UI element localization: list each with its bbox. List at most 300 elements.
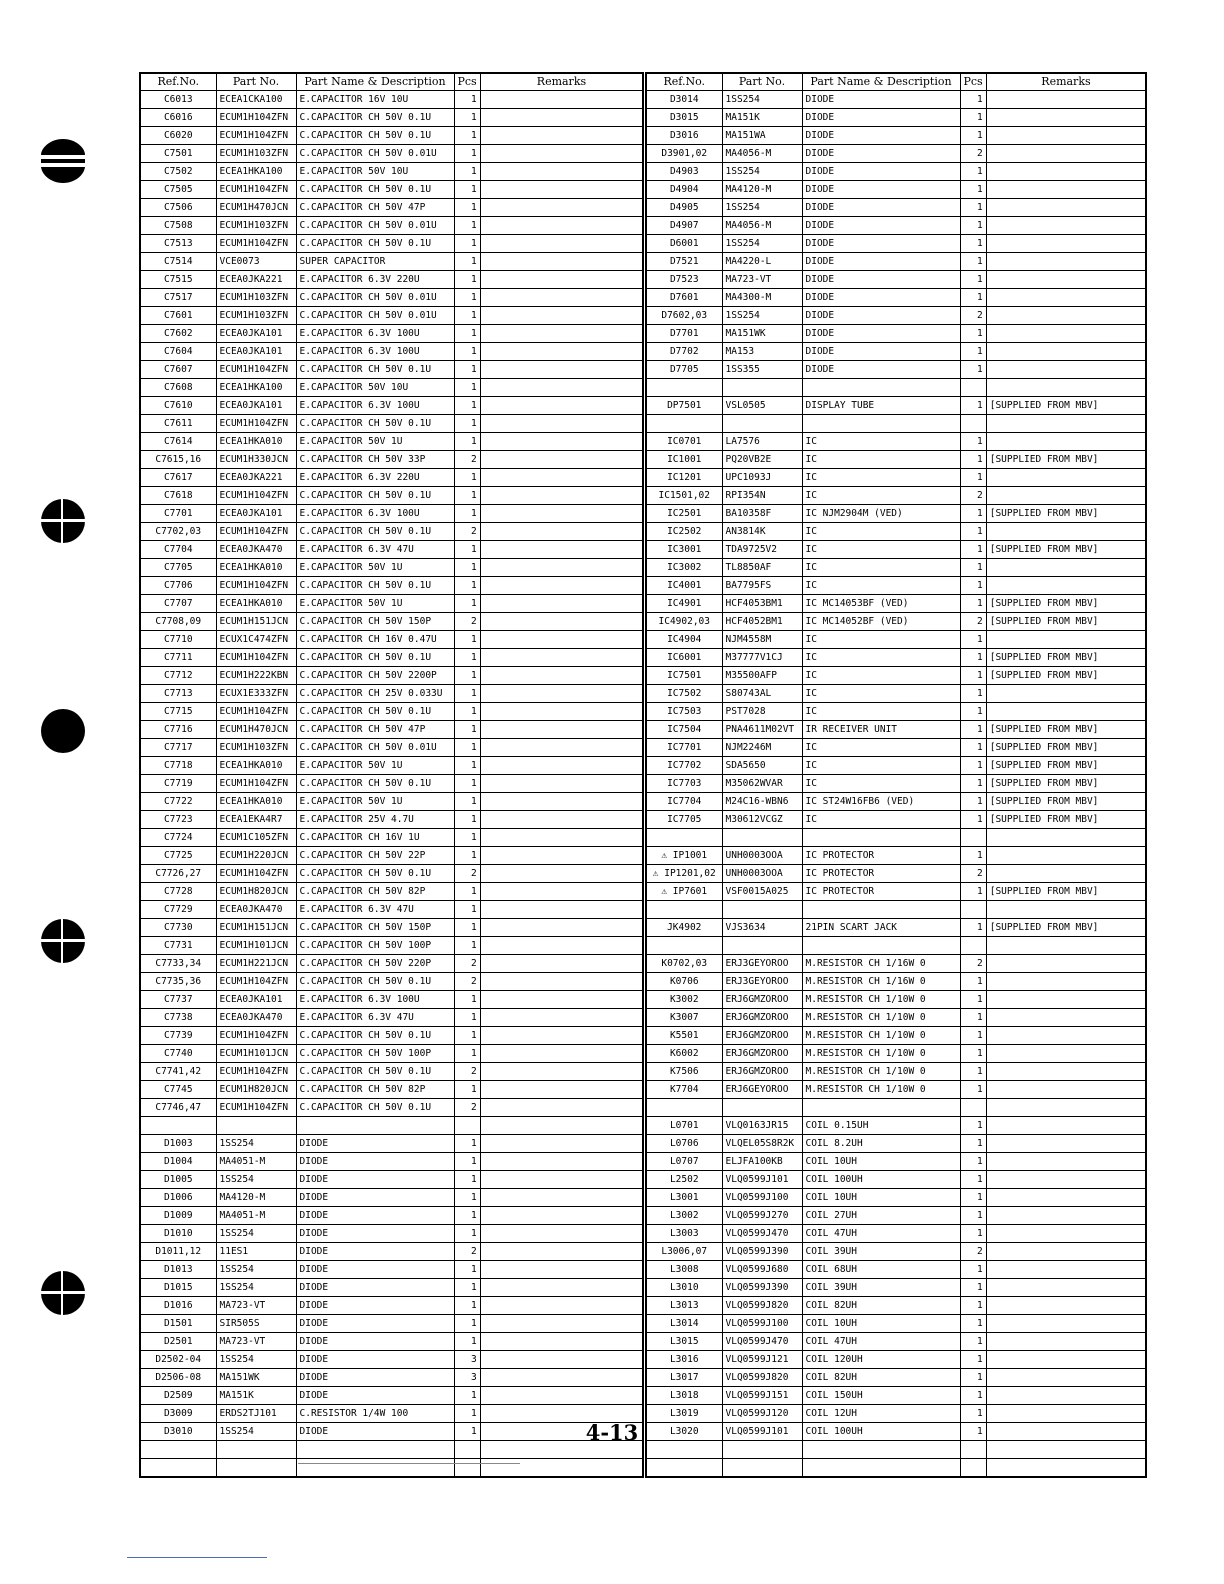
part-no-cell: SDA5650 bbox=[722, 757, 802, 775]
table-row bbox=[646, 199, 1146, 217]
part-no-cell: VLQ0599J100 bbox=[722, 1315, 802, 1333]
table-row bbox=[646, 1261, 1146, 1279]
table-row bbox=[140, 487, 643, 505]
parts-table-right bbox=[645, 72, 1147, 1478]
description-cell: C.CAPACITOR CH 50V 0.1U bbox=[296, 703, 454, 721]
pcs-cell: 1 bbox=[454, 505, 480, 523]
description-cell: M.RESISTOR CH 1/10W 0 bbox=[802, 1081, 960, 1099]
pcs-cell: 1 bbox=[960, 1135, 986, 1153]
description-cell: C.CAPACITOR CH 50V 0.1U bbox=[296, 1063, 454, 1081]
pcs-cell: 1 bbox=[454, 595, 480, 613]
table-row bbox=[646, 1279, 1146, 1297]
pcs-cell: 1 bbox=[454, 109, 480, 127]
pcs-cell: 1 bbox=[960, 523, 986, 541]
table-row bbox=[646, 1117, 1146, 1135]
description-cell: M.RESISTOR CH 1/10W 0 bbox=[802, 1009, 960, 1027]
ref-no-cell: D3015 bbox=[646, 109, 722, 127]
remarks-cell bbox=[480, 379, 643, 397]
part-no-cell: ECEA1HKA010 bbox=[216, 757, 296, 775]
part-no-cell: ECEA0JKA101 bbox=[216, 991, 296, 1009]
part-no-cell: VLQ0599J680 bbox=[722, 1261, 802, 1279]
pcs-cell: 1 bbox=[454, 1225, 480, 1243]
ref-no-cell: IC1501,02 bbox=[646, 487, 722, 505]
part-no-cell: MA4300-M bbox=[722, 289, 802, 307]
part-no-cell: MA151WK bbox=[216, 1369, 296, 1387]
part-no-cell: ECUM1H330JCN bbox=[216, 451, 296, 469]
part-no-cell: SIR505S bbox=[216, 1315, 296, 1333]
description-cell: 21PIN SCART JACK bbox=[802, 919, 960, 937]
pcs-cell: 1 bbox=[960, 199, 986, 217]
ref-no-cell: D1009 bbox=[140, 1207, 216, 1225]
part-no-cell: ERJ6GMZOROO bbox=[722, 991, 802, 1009]
description-cell: IC bbox=[802, 559, 960, 577]
pcs-cell: 1 bbox=[960, 703, 986, 721]
remarks-cell bbox=[480, 289, 643, 307]
table-row bbox=[646, 1063, 1146, 1081]
binding-hole-icon bbox=[40, 1270, 86, 1316]
table-row bbox=[646, 253, 1146, 271]
description-cell: C.CAPACITOR CH 50V 82P bbox=[296, 1081, 454, 1099]
description-cell: C.CAPACITOR CH 50V 0.01U bbox=[296, 145, 454, 163]
pcs-cell bbox=[454, 1117, 480, 1135]
ref-no-cell: D3901,02 bbox=[646, 145, 722, 163]
remarks-cell bbox=[480, 91, 643, 109]
part-no-cell: MA4220-L bbox=[722, 253, 802, 271]
ref-no-cell: C6016 bbox=[140, 109, 216, 127]
description-cell: E.CAPACITOR 6.3V 47U bbox=[296, 1009, 454, 1027]
ref-no-cell: C7508 bbox=[140, 217, 216, 235]
ref-no-cell: C7602 bbox=[140, 325, 216, 343]
description-cell: E.CAPACITOR 50V 1U bbox=[296, 793, 454, 811]
table-row bbox=[646, 415, 1146, 433]
ref-no-cell: L2502 bbox=[646, 1171, 722, 1189]
description-cell: DIODE bbox=[296, 1333, 454, 1351]
remarks-cell bbox=[986, 1153, 1146, 1171]
remarks-cell bbox=[986, 901, 1146, 919]
table-row bbox=[140, 325, 643, 343]
ref-no-cell: C7716 bbox=[140, 721, 216, 739]
ref-no-cell: IC7701 bbox=[646, 739, 722, 757]
description-cell: COIL 10UH bbox=[802, 1315, 960, 1333]
part-no-cell bbox=[722, 415, 802, 433]
ref-no-cell: C7618 bbox=[140, 487, 216, 505]
remarks-cell bbox=[480, 1279, 643, 1297]
remarks-cell bbox=[986, 91, 1146, 109]
description-cell: DIODE bbox=[296, 1279, 454, 1297]
ref-no-cell: L3017 bbox=[646, 1369, 722, 1387]
pcs-cell: 1 bbox=[454, 217, 480, 235]
ref-no-cell bbox=[140, 1459, 216, 1478]
remarks-cell bbox=[986, 829, 1146, 847]
part-no-cell: VLQ0599J100 bbox=[722, 1189, 802, 1207]
description-cell: IC bbox=[802, 487, 960, 505]
part-no-cell: 1SS254 bbox=[216, 1279, 296, 1297]
ref-no-cell: C6013 bbox=[140, 91, 216, 109]
part-no-cell: ECUM1H104ZFN bbox=[216, 1099, 296, 1117]
remarks-cell bbox=[480, 109, 643, 127]
remarks-cell bbox=[986, 1459, 1146, 1478]
pcs-cell: 2 bbox=[454, 523, 480, 541]
ref-no-cell bbox=[646, 901, 722, 919]
ref-no-cell: DP7501 bbox=[646, 397, 722, 415]
ref-no-cell: IC6001 bbox=[646, 649, 722, 667]
pcs-cell: 1 bbox=[960, 1423, 986, 1441]
pcs-cell: 1 bbox=[960, 271, 986, 289]
description-cell bbox=[802, 415, 960, 433]
description-cell: DIODE bbox=[296, 1135, 454, 1153]
pcs-cell bbox=[960, 937, 986, 955]
description-cell: C.CAPACITOR CH 50V 0.01U bbox=[296, 739, 454, 757]
ref-no-cell: ⚠ IP1001 bbox=[646, 847, 722, 865]
table-row bbox=[140, 307, 643, 325]
part-no-cell: ECUM1H470JCN bbox=[216, 721, 296, 739]
pcs-cell: 1 bbox=[454, 775, 480, 793]
description-cell: E.CAPACITOR 6.3V 100U bbox=[296, 505, 454, 523]
description-cell: C.CAPACITOR CH 50V 0.1U bbox=[296, 127, 454, 145]
ref-no-cell: C7615,16 bbox=[140, 451, 216, 469]
pcs-cell: 1 bbox=[960, 685, 986, 703]
remarks-cell bbox=[986, 307, 1146, 325]
table-row bbox=[140, 1387, 643, 1405]
part-no-cell: ECUM1H151JCN bbox=[216, 919, 296, 937]
ref-no-cell: C7740 bbox=[140, 1045, 216, 1063]
description-cell: COIL 10UH bbox=[802, 1153, 960, 1171]
ref-no-cell: C7728 bbox=[140, 883, 216, 901]
description-cell: C.CAPACITOR CH 50V 2200P bbox=[296, 667, 454, 685]
description-cell: M.RESISTOR CH 1/16W 0 bbox=[802, 973, 960, 991]
ref-no-cell: IC7502 bbox=[646, 685, 722, 703]
part-no-cell: ERJ6GMZOROO bbox=[722, 1027, 802, 1045]
remarks-cell bbox=[986, 865, 1146, 883]
part-no-cell: 1SS254 bbox=[722, 307, 802, 325]
pcs-cell: 1 bbox=[960, 559, 986, 577]
pcs-cell: 2 bbox=[454, 1243, 480, 1261]
part-no-cell: ECUM1H221JCN bbox=[216, 955, 296, 973]
description-cell bbox=[802, 937, 960, 955]
remarks-cell: [SUPPLIED FROM MBV] bbox=[986, 595, 1146, 613]
description-cell: IC bbox=[802, 811, 960, 829]
remarks-cell bbox=[480, 487, 643, 505]
pcs-cell: 1 bbox=[454, 289, 480, 307]
pcs-cell: 3 bbox=[454, 1369, 480, 1387]
parts-table-right-body bbox=[646, 91, 1146, 1478]
table-row bbox=[140, 163, 643, 181]
pcs-cell: 1 bbox=[960, 91, 986, 109]
part-no-cell bbox=[722, 1459, 802, 1478]
ref-no-cell: D2501 bbox=[140, 1333, 216, 1351]
ref-no-cell: C7708,09 bbox=[140, 613, 216, 631]
pcs-cell: 1 bbox=[454, 811, 480, 829]
table-row bbox=[140, 883, 643, 901]
description-cell: IC bbox=[802, 631, 960, 649]
description-cell: DIODE bbox=[296, 1207, 454, 1225]
ref-no-cell: L3015 bbox=[646, 1333, 722, 1351]
part-no-cell: MA4120-M bbox=[722, 181, 802, 199]
table-row bbox=[140, 271, 643, 289]
part-no-cell bbox=[216, 1459, 296, 1478]
pcs-cell: 1 bbox=[454, 667, 480, 685]
binding-hole-icon bbox=[40, 708, 86, 754]
binding-hole-icon bbox=[40, 918, 86, 964]
page-number: 4-13 bbox=[585, 1420, 639, 1445]
table-row bbox=[140, 1369, 643, 1387]
table-row bbox=[140, 1099, 643, 1117]
ref-no-cell: C7705 bbox=[140, 559, 216, 577]
pcs-cell: 1 bbox=[454, 559, 480, 577]
part-no-cell: PST7028 bbox=[722, 703, 802, 721]
table-row bbox=[140, 253, 643, 271]
description-cell: DIODE bbox=[802, 199, 960, 217]
table-row bbox=[140, 1027, 643, 1045]
remarks-cell bbox=[986, 937, 1146, 955]
part-no-cell: MA151WK bbox=[722, 325, 802, 343]
pcs-cell: 1 bbox=[960, 757, 986, 775]
pcs-cell: 3 bbox=[454, 1351, 480, 1369]
ref-no-cell: IC4904 bbox=[646, 631, 722, 649]
description-cell: C.RESISTOR 1/4W 100 bbox=[296, 1405, 454, 1423]
part-no-cell: VLQ0599J101 bbox=[722, 1423, 802, 1441]
table-row bbox=[140, 613, 643, 631]
pcs-cell: 1 bbox=[960, 451, 986, 469]
remarks-cell bbox=[480, 235, 643, 253]
description-cell: COIL 120UH bbox=[802, 1351, 960, 1369]
pcs-cell: 1 bbox=[454, 703, 480, 721]
table-row bbox=[646, 703, 1146, 721]
table-row bbox=[646, 523, 1146, 541]
ref-no-cell: C7726,27 bbox=[140, 865, 216, 883]
part-no-cell: 1SS254 bbox=[216, 1225, 296, 1243]
header-remarks: Remarks bbox=[480, 73, 643, 91]
part-no-cell bbox=[722, 937, 802, 955]
remarks-cell bbox=[480, 397, 643, 415]
table-row bbox=[140, 523, 643, 541]
description-cell: C.CAPACITOR CH 25V 0.033U bbox=[296, 685, 454, 703]
ref-no-cell: C7505 bbox=[140, 181, 216, 199]
part-no-cell: VLQ0599J470 bbox=[722, 1333, 802, 1351]
remarks-cell bbox=[480, 145, 643, 163]
remarks-cell bbox=[480, 1459, 643, 1478]
remarks-cell: [SUPPLIED FROM MBV] bbox=[986, 613, 1146, 631]
pcs-cell: 1 bbox=[454, 91, 480, 109]
remarks-cell bbox=[480, 613, 643, 631]
remarks-cell bbox=[986, 1297, 1146, 1315]
table-row bbox=[140, 1351, 643, 1369]
remarks-cell: [SUPPLIED FROM MBV] bbox=[986, 919, 1146, 937]
description-cell: C.CAPACITOR CH 50V 0.1U bbox=[296, 865, 454, 883]
table-row bbox=[646, 775, 1146, 793]
remarks-cell bbox=[986, 559, 1146, 577]
ref-no-cell: C7712 bbox=[140, 667, 216, 685]
ref-no-cell: C7604 bbox=[140, 343, 216, 361]
pcs-cell: 1 bbox=[960, 577, 986, 595]
remarks-cell bbox=[986, 1045, 1146, 1063]
pcs-cell: 1 bbox=[960, 667, 986, 685]
remarks-cell bbox=[480, 1045, 643, 1063]
part-no-cell: S80743AL bbox=[722, 685, 802, 703]
remarks-cell bbox=[480, 793, 643, 811]
remarks-cell bbox=[986, 433, 1146, 451]
table-row bbox=[140, 1153, 643, 1171]
part-no-cell: M30612VCGZ bbox=[722, 811, 802, 829]
description-cell: COIL 150UH bbox=[802, 1387, 960, 1405]
description-cell: DIODE bbox=[296, 1189, 454, 1207]
description-cell: DIODE bbox=[802, 289, 960, 307]
ref-no-cell: D3014 bbox=[646, 91, 722, 109]
part-no-cell: ECUM1H104ZFN bbox=[216, 865, 296, 883]
ref-no-cell: D2509 bbox=[140, 1387, 216, 1405]
description-cell: M.RESISTOR CH 1/10W 0 bbox=[802, 1027, 960, 1045]
part-no-cell: AN3814K bbox=[722, 523, 802, 541]
description-cell bbox=[802, 829, 960, 847]
part-no-cell: ECEA0JKA101 bbox=[216, 505, 296, 523]
pcs-cell: 1 bbox=[960, 883, 986, 901]
part-no-cell: ECUM1H104ZFN bbox=[216, 181, 296, 199]
description-cell bbox=[296, 1459, 454, 1478]
table-row bbox=[646, 757, 1146, 775]
remarks-cell bbox=[480, 631, 643, 649]
description-cell: C.CAPACITOR CH 50V 0.1U bbox=[296, 649, 454, 667]
remarks-cell bbox=[986, 685, 1146, 703]
ref-no-cell: IC2502 bbox=[646, 523, 722, 541]
description-cell: M.RESISTOR CH 1/10W 0 bbox=[802, 991, 960, 1009]
remarks-cell bbox=[986, 163, 1146, 181]
binding-hole-icon bbox=[40, 498, 86, 544]
remarks-cell bbox=[480, 937, 643, 955]
table-row bbox=[140, 1135, 643, 1153]
description-cell: C.CAPACITOR CH 50V 0.1U bbox=[296, 775, 454, 793]
pcs-cell: 1 bbox=[960, 595, 986, 613]
ref-no-cell: C7701 bbox=[140, 505, 216, 523]
table-row bbox=[646, 1135, 1146, 1153]
part-no-cell: 1SS254 bbox=[216, 1351, 296, 1369]
remarks-cell bbox=[480, 577, 643, 595]
ref-no-cell: C7719 bbox=[140, 775, 216, 793]
pcs-cell: 2 bbox=[960, 865, 986, 883]
ref-no-cell: D7705 bbox=[646, 361, 722, 379]
description-cell: DIODE bbox=[802, 109, 960, 127]
remarks-cell bbox=[986, 343, 1146, 361]
table-row bbox=[646, 1243, 1146, 1261]
part-no-cell: MA151K bbox=[216, 1387, 296, 1405]
table-row bbox=[140, 703, 643, 721]
remarks-cell bbox=[986, 955, 1146, 973]
table-row bbox=[646, 235, 1146, 253]
part-no-cell: ECEA0JKA101 bbox=[216, 397, 296, 415]
description-cell: E.CAPACITOR 6.3V 220U bbox=[296, 469, 454, 487]
remarks-cell bbox=[986, 199, 1146, 217]
part-no-cell: 1SS254 bbox=[216, 1261, 296, 1279]
ref-no-cell: C7713 bbox=[140, 685, 216, 703]
pcs-cell: 1 bbox=[454, 145, 480, 163]
ref-no-cell: IC2501 bbox=[646, 505, 722, 523]
ref-no-cell: K3002 bbox=[646, 991, 722, 1009]
remarks-cell bbox=[480, 1099, 643, 1117]
part-no-cell: PQ20VB2E bbox=[722, 451, 802, 469]
description-cell: E.CAPACITOR 25V 4.7U bbox=[296, 811, 454, 829]
remarks-cell bbox=[986, 217, 1146, 235]
part-no-cell: ECEA1HKA010 bbox=[216, 559, 296, 577]
ref-no-cell: C7515 bbox=[140, 271, 216, 289]
ref-no-cell: L3010 bbox=[646, 1279, 722, 1297]
remarks-cell bbox=[480, 1297, 643, 1315]
part-no-cell: BA7795FS bbox=[722, 577, 802, 595]
header-ref-no: Ref.No. bbox=[140, 73, 216, 91]
description-cell: M.RESISTOR CH 1/16W 0 bbox=[802, 955, 960, 973]
description-cell: COIL 47UH bbox=[802, 1225, 960, 1243]
remarks-cell bbox=[986, 1207, 1146, 1225]
remarks-cell bbox=[480, 343, 643, 361]
part-no-cell: VJS3634 bbox=[722, 919, 802, 937]
ref-no-cell: L3002 bbox=[646, 1207, 722, 1225]
table-row bbox=[140, 343, 643, 361]
table-row bbox=[646, 361, 1146, 379]
pcs-cell: 1 bbox=[960, 1045, 986, 1063]
description-cell: C.CAPACITOR CH 50V 0.1U bbox=[296, 361, 454, 379]
header-part-no: Part No. bbox=[722, 73, 802, 91]
pcs-cell: 1 bbox=[960, 847, 986, 865]
remarks-cell: [SUPPLIED FROM MBV] bbox=[986, 883, 1146, 901]
table-row bbox=[140, 469, 643, 487]
table-row bbox=[140, 199, 643, 217]
remarks-cell bbox=[986, 1225, 1146, 1243]
pcs-cell: 1 bbox=[960, 1405, 986, 1423]
ref-no-cell: IC7501 bbox=[646, 667, 722, 685]
table-row bbox=[140, 1081, 643, 1099]
pcs-cell: 1 bbox=[454, 379, 480, 397]
remarks-cell: [SUPPLIED FROM MBV] bbox=[986, 721, 1146, 739]
description-cell: C.CAPACITOR CH 50V 0.1U bbox=[296, 523, 454, 541]
table-header-row bbox=[140, 73, 643, 91]
description-cell: IC MC14053BF (VED) bbox=[802, 595, 960, 613]
pcs-cell: 1 bbox=[960, 1027, 986, 1045]
remarks-cell bbox=[986, 325, 1146, 343]
ref-no-cell: D4907 bbox=[646, 217, 722, 235]
part-no-cell: VLQ0599J151 bbox=[722, 1387, 802, 1405]
table-row bbox=[140, 1063, 643, 1081]
table-row bbox=[140, 1297, 643, 1315]
part-no-cell: ECUM1H104ZFN bbox=[216, 487, 296, 505]
remarks-cell bbox=[480, 1207, 643, 1225]
pcs-cell: 1 bbox=[960, 541, 986, 559]
remarks-cell bbox=[986, 631, 1146, 649]
remarks-cell bbox=[480, 991, 643, 1009]
ref-no-cell: C7733,34 bbox=[140, 955, 216, 973]
pcs-cell: 1 bbox=[454, 739, 480, 757]
remarks-cell bbox=[480, 1009, 643, 1027]
pcs-cell: 1 bbox=[454, 397, 480, 415]
ref-no-cell: D3009 bbox=[140, 1405, 216, 1423]
pcs-cell: 1 bbox=[960, 973, 986, 991]
pcs-cell: 1 bbox=[960, 1153, 986, 1171]
table-row bbox=[140, 505, 643, 523]
ref-no-cell bbox=[140, 1117, 216, 1135]
ref-no-cell: D7702 bbox=[646, 343, 722, 361]
table-row bbox=[646, 1099, 1146, 1117]
description-cell: IC bbox=[802, 541, 960, 559]
description-cell: C.CAPACITOR CH 50V 0.1U bbox=[296, 181, 454, 199]
ref-no-cell: D1016 bbox=[140, 1297, 216, 1315]
description-cell: C.CAPACITOR CH 50V 0.01U bbox=[296, 217, 454, 235]
part-no-cell: ECEA1CKA100 bbox=[216, 91, 296, 109]
ref-no-cell: C7502 bbox=[140, 163, 216, 181]
description-cell: E.CAPACITOR 50V 10U bbox=[296, 379, 454, 397]
pcs-cell: 1 bbox=[454, 1189, 480, 1207]
part-no-cell: MA723-VT bbox=[216, 1297, 296, 1315]
part-no-cell: VSF0015A025 bbox=[722, 883, 802, 901]
remarks-cell: [SUPPLIED FROM MBV] bbox=[986, 451, 1146, 469]
remarks-cell bbox=[480, 739, 643, 757]
description-cell: DIODE bbox=[802, 217, 960, 235]
